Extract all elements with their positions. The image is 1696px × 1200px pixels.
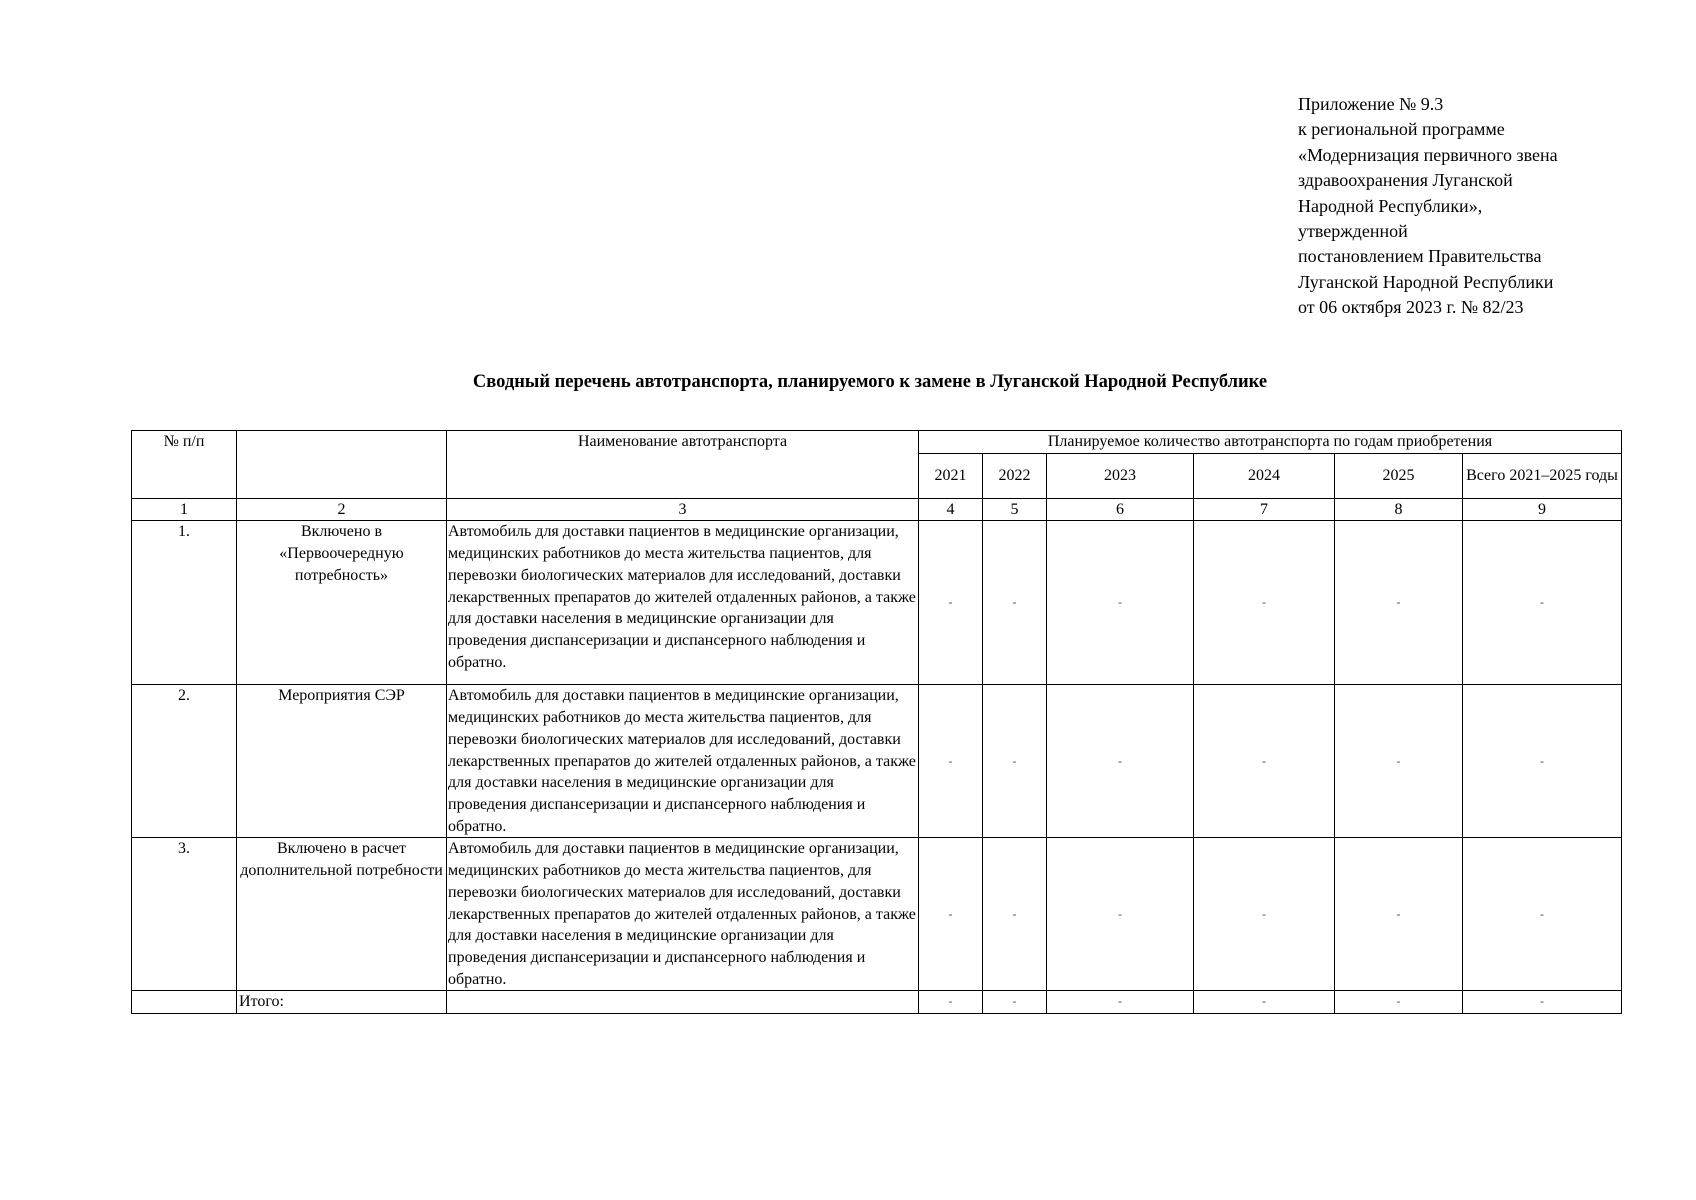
value-2025: - [1335,521,1463,685]
header-year-2021: 2021 [919,453,983,498]
value-2025: - [1335,838,1463,991]
row-category: Мероприятия СЭР [237,685,447,838]
appendix-line: от 06 октября 2023 г. № 82/23 [1298,297,1524,318]
header-year-2024: 2024 [1194,453,1335,498]
column-number: 7 [1194,498,1335,521]
header-row [132,431,1622,454]
value-total: - [1463,521,1622,685]
total-empty-cell [132,991,237,1014]
value-2021: - [919,521,983,685]
value-2024: - [1194,838,1335,991]
value-total: - [1463,838,1622,991]
appendix-line: к региональной программе [1298,119,1505,140]
document-title: Сводный перечень автотранспорта, планируемого к замене в Луганской Народной Республике [472,372,1268,392]
value-2024: - [1194,521,1335,685]
row-number: 1. [132,521,237,685]
header-year-2023: 2023 [1047,453,1194,498]
column-number: 1 [132,498,237,521]
value-2022: - [983,838,1047,991]
value-2022: - [983,521,1047,685]
total-empty-cell [447,991,919,1014]
appendix-line: постановлением Правительства [1298,246,1542,267]
value-2025: - [1335,685,1463,838]
header-planned: Планируемое количество автотранспорта по годам приобретения [919,431,1622,454]
row-category: Включено в «Первоочередную потребность» [237,521,447,685]
appendix-line: Луганской Народной Республики [1298,271,1554,292]
value-2023: - [1047,838,1194,991]
total-2023: - [1047,991,1194,1014]
row-description: Автомобиль для доставки пациентов в медицинские организации, медицинских работников до места жительства пациентов, для перевозки биологических материалов для исследований, доставки лекарственных препаратов до жителей отдаленных районов, а также для доставки населения в медицинские организации для проведения диспансеризации и диспансерного наблюдения и обратно. [447,838,919,991]
header-year-2022: 2022 [983,453,1047,498]
value-2023: - [1047,685,1194,838]
value-2021: - [919,685,983,838]
total-2021: - [919,991,983,1014]
row-category: Включено в расчет дополнительной потребности [237,838,447,991]
header-year-2025: 2025 [1335,453,1463,498]
column-number: 6 [1047,498,1194,521]
header-num: № п/п [132,431,237,499]
appendix-line: «Модернизация первичного звена [1298,144,1558,165]
appendix-line: Приложение № 9.3 [1298,94,1444,114]
column-number: 9 [1463,498,1622,521]
column-number: 4 [919,498,983,521]
value-total: - [1463,685,1622,838]
table-row [132,838,1622,991]
value-2022: - [983,685,1047,838]
appendix-line: здравоохранения Луганской [1298,170,1513,191]
table-row [132,685,1622,838]
row-description: Автомобиль для доставки пациентов в медицинские организации, медицинских работников до места жительства пациентов, для перевозки биологических материалов для исследований, доставки лекарственных препаратов до жителей отдаленных районов, а также для доставки населения в медицинские организации для проведения диспансеризации и диспансерного наблюдения и обратно. [447,685,919,838]
row-number: 3. [132,838,237,991]
total-row [132,991,1622,1014]
column-number: 3 [447,498,919,521]
value-2023: - [1047,521,1194,685]
table-row [132,521,1622,685]
column-numbers-row [132,498,1622,521]
appendix-note [1298,92,1678,321]
header-name: Наименование автотранспорта [447,431,919,499]
column-number: 2 [237,498,447,521]
total-2025: - [1335,991,1463,1014]
row-number: 2. [132,685,237,838]
appendix-line: Народной Республики», [1298,195,1483,216]
value-2021: - [919,838,983,991]
header-category [237,431,447,499]
header-total-years: Всего 2021–2025 годы [1463,453,1622,498]
row-description: Автомобиль для доставки пациентов в медицинские организации, медицинских работников до места жительства пациентов, для перевозки биологических материалов для исследований, доставки лекарственных препаратов до жителей отдаленных районов, а также для доставки населения в медицинские организации для проведения диспансеризации и диспансерного наблюдения и обратно. [447,521,919,685]
total-all-years: - [1463,991,1622,1014]
column-number: 8 [1335,498,1463,521]
total-2024: - [1194,991,1335,1014]
total-label: Итого: [237,991,447,1014]
column-number: 5 [983,498,1047,521]
total-2022: - [983,991,1047,1014]
value-2024: - [1194,685,1335,838]
appendix-line: утвержденной [1298,221,1408,242]
vehicle-table [131,430,1622,1014]
